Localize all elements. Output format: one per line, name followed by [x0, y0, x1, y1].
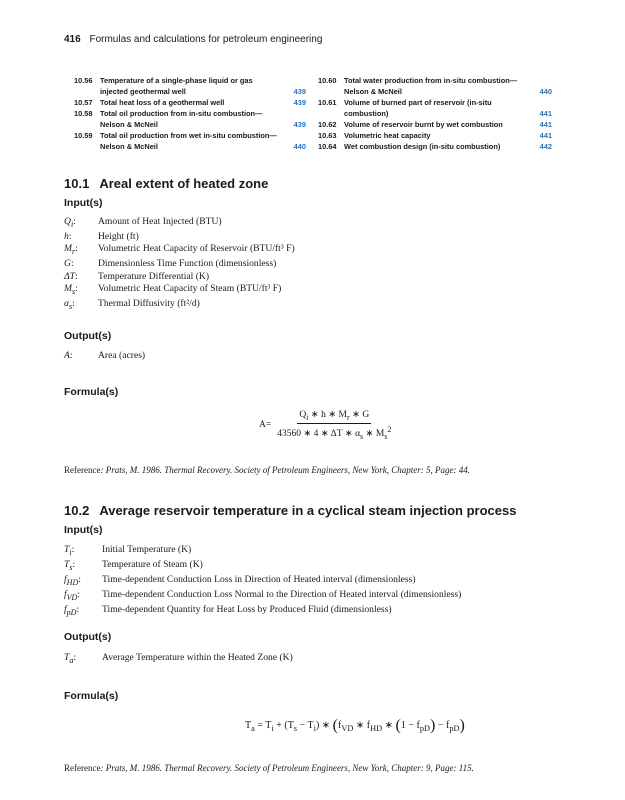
- variable-row: [64, 544, 461, 559]
- outputs-heading: Output(s): [64, 631, 112, 643]
- toc-entry-title: Total water production from in-situ combustion—Nelson & McNeil: [344, 76, 518, 96]
- formula-heading: Formula(s): [64, 386, 119, 398]
- toc-entry-number: 10.57: [74, 98, 93, 107]
- variable-symbol: $T_a$:: [64, 652, 77, 665]
- variable-row: [64, 231, 295, 243]
- variable-description: Volumetric Heat Capacity of Reservoir (BTU/ft³ F): [98, 243, 295, 255]
- variable-symbol: $Q_i$:: [64, 216, 76, 229]
- toc-entry-title: Temperature of a single-phase liquid or gas injected geothermal well: [100, 76, 253, 96]
- variable-symbol: $T_s$:: [64, 559, 76, 573]
- formula-fraction: [275, 409, 393, 441]
- section-heading-10-1: [64, 176, 268, 191]
- inputs-list: [64, 216, 295, 313]
- formula-expression: $T_a = T_i + (T_s - T_i)$ ∗ ($f_{VD}$ ∗ $f_{HD}$ ∗ $(1 - f_{pD}) - f_{pD}$): [245, 717, 465, 734]
- toc-entry-title: Volume of reservoir burnt by wet combustion: [344, 120, 503, 129]
- toc-left-column: [74, 75, 306, 152]
- toc-entry[interactable]: [74, 130, 306, 152]
- toc-entry-number: 10.61: [318, 98, 337, 107]
- toc-entry[interactable]: [74, 97, 306, 108]
- toc-entry-title: Wet combustion design (in-situ combustion): [344, 142, 501, 151]
- formula-numerator: $Q_i$ ∗ h ∗ $M_r$ ∗ G: [299, 410, 370, 422]
- variable-description: Temperature Differential (K): [98, 270, 210, 282]
- variable-symbol: $M_s$:: [64, 282, 78, 296]
- toc-entry[interactable]: [318, 97, 552, 119]
- reference-citation: : Prats, M. 1986. Thermal Recovery. Society of Petroleum Engineers, New York, Chapter: 5, Page: 44.: [100, 465, 471, 475]
- toc-entry-title: Volume of burned part of reservoir (in-situ combustion): [344, 98, 492, 118]
- toc-right-column: [318, 75, 552, 152]
- running-title: Formulas and calculations for petroleum engineering: [89, 34, 323, 45]
- outputs-list: [64, 652, 293, 667]
- toc-entry-number: 10.56: [74, 76, 93, 85]
- variable-description: Height (ft): [98, 231, 139, 243]
- variable-row: [64, 574, 461, 589]
- toc-entry[interactable]: [318, 75, 552, 97]
- variable-row: [64, 298, 295, 313]
- variable-row: [64, 258, 295, 270]
- variable-symbol: $f_{VD}$:: [64, 589, 81, 603]
- section-number: 10.1: [64, 176, 90, 191]
- toc-entry[interactable]: [74, 108, 306, 130]
- toc-entry[interactable]: [318, 119, 552, 130]
- toc-entry-title: Total oil production from wet in-situ combustion—Nelson & McNeil: [100, 131, 277, 151]
- variable-row: [64, 243, 295, 258]
- variable-symbol: A:: [64, 350, 73, 361]
- formula-heading: Formula(s): [64, 690, 119, 702]
- variable-symbol: ΔT:: [64, 270, 78, 282]
- formula-average-temperature: [245, 717, 465, 734]
- toc-entry-page-link[interactable]: 440: [539, 87, 552, 96]
- variable-description: Time-dependent Conduction Loss in Direction of Heated interval (dimensionless): [102, 574, 416, 586]
- variable-description: Amount of Heat Injected (BTU): [98, 216, 222, 227]
- formula-lhs: A=: [259, 419, 272, 430]
- toc-entry-page-link[interactable]: 440: [293, 142, 306, 151]
- variable-symbol: $f_{HD}$:: [64, 574, 81, 588]
- variable-row: [64, 589, 461, 604]
- toc-entry-number: 10.63: [318, 131, 337, 140]
- outputs-list: [64, 350, 145, 362]
- variable-row: [64, 652, 293, 667]
- variable-row: [64, 271, 295, 283]
- variable-description: Area (acres): [98, 350, 146, 361]
- inputs-heading: Input(s): [64, 524, 103, 536]
- formula-areal-extent: [259, 409, 393, 441]
- inputs-list: [64, 544, 461, 620]
- toc-entry-number: 10.59: [74, 131, 93, 140]
- section-title: Average reservoir temperature in a cyclical steam injection process: [99, 503, 517, 518]
- toc-entry[interactable]: [74, 75, 306, 97]
- variable-description: Initial Temperature (K): [102, 544, 192, 555]
- variable-symbol: $T_i$:: [64, 544, 75, 557]
- section-heading-10-2: [64, 503, 516, 518]
- variable-row: [64, 559, 461, 574]
- variable-row: [64, 350, 145, 362]
- toc-entry-page-link[interactable]: 442: [539, 142, 552, 151]
- variable-symbol: $f_{pD}$:: [64, 604, 80, 618]
- variable-symbol: $M_r$:: [64, 243, 78, 257]
- toc-entry-page-link[interactable]: 441: [539, 131, 552, 140]
- toc-entry[interactable]: [318, 141, 552, 152]
- toc-entry-page-link[interactable]: 439: [293, 98, 306, 107]
- toc-entry-page-link[interactable]: 439: [293, 87, 306, 96]
- variable-description: Thermal Diffusivity (ft²/d): [98, 297, 200, 309]
- section-number: 10.2: [64, 503, 90, 518]
- variable-row: [64, 604, 461, 619]
- variable-description: Dimensionless Time Function (dimensionless): [98, 258, 277, 270]
- variable-description: Average Temperature within the Heated Zone (K): [102, 652, 293, 663]
- variable-symbol: h:: [64, 231, 72, 243]
- formula-denominator: 43560 ∗ 4 ∗ ΔT ∗ $\alpha_s$ ∗ $M_s^2$: [277, 424, 392, 441]
- outputs-heading: Output(s): [64, 330, 112, 342]
- toc-entry-number: 10.62: [318, 120, 337, 129]
- running-header: [64, 34, 322, 45]
- toc-entry-title: Total heat loss of a geothermal well: [100, 98, 225, 107]
- variable-description: Time-dependent Quantity for Heat Loss by Produced Fluid (dimensionless): [102, 604, 392, 616]
- toc-entry-title: Volumetric heat capacity: [344, 131, 431, 140]
- toc-entry-page-link[interactable]: 439: [293, 120, 306, 129]
- variable-description: Volumetric Heat Capacity of Steam (BTU/ft³ F): [98, 282, 282, 294]
- section-title: Areal extent of heated zone: [99, 176, 269, 191]
- variable-symbol: $\alpha_s$:: [64, 297, 75, 311]
- reference-10-2: Reference: Prats, M. 1986. Thermal Recovery. Society of Petroleum Engineers, New York, Chapter: 9, Page: 115.: [64, 763, 474, 773]
- page-number: 416: [64, 34, 81, 45]
- variable-description: Time-dependent Conduction Loss Normal to the Direction of Heated interval (dimensionless): [102, 589, 462, 601]
- toc-entry-number: 10.60: [318, 76, 337, 85]
- variable-symbol: G:: [64, 258, 74, 270]
- variable-description: Temperature of Steam (K): [102, 559, 203, 571]
- toc-entry-number: 10.64: [318, 142, 337, 151]
- toc-entry[interactable]: [318, 130, 552, 141]
- toc-entry-number: 10.58: [74, 109, 93, 118]
- variable-row: [64, 283, 295, 298]
- inputs-heading: Input(s): [64, 197, 103, 209]
- variable-row: [64, 216, 295, 231]
- toc-entry-page-link[interactable]: 441: [539, 120, 552, 129]
- reference-10-1: Reference: Prats, M. 1986. Thermal Recovery. Society of Petroleum Engineers, New York, Chapter: 5, Page: 44.: [64, 465, 471, 475]
- reference-citation: : Prats, M. 1986. Thermal Recovery. Society of Petroleum Engineers, New York, Chapter: 9, Page: 115.: [100, 763, 474, 773]
- toc-entry-page-link[interactable]: 441: [539, 109, 552, 118]
- toc-entry-title: Total oil production from in-situ combustion—Nelson & McNeil: [100, 109, 263, 129]
